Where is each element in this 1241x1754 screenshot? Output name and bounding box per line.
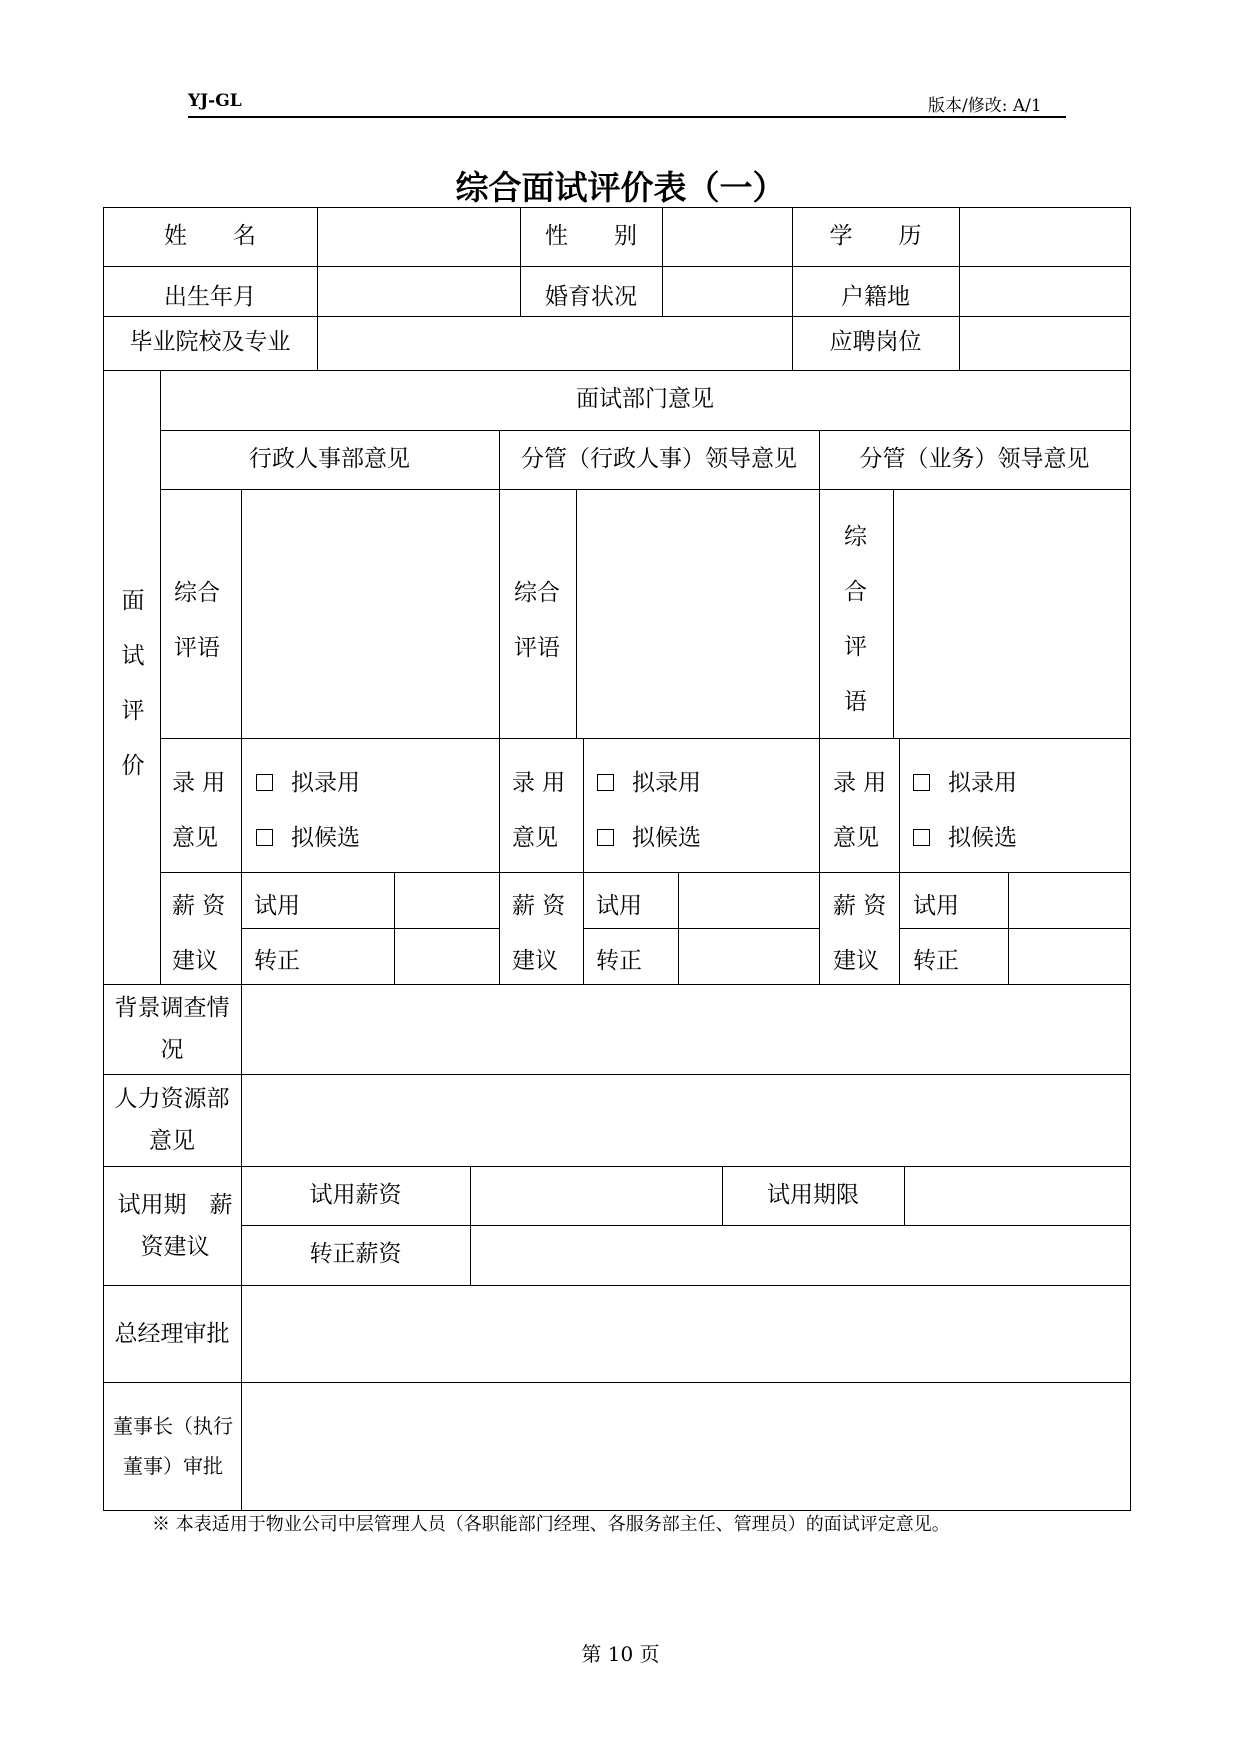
hire-options	[913, 756, 1017, 866]
option-candidate[interactable]: 拟候选	[913, 811, 1017, 866]
trial-salary-label: 试用薪资	[309, 1181, 402, 1208]
hire-opinion-label: 录 用 意见	[172, 770, 226, 851]
name-field[interactable]	[317, 207, 520, 266]
regular-salary-label: 转正薪资	[309, 1241, 402, 1268]
gender-label: 性 别	[545, 222, 637, 249]
trial-salary-field[interactable]	[679, 873, 818, 927]
salary-row-labels: 试用 转正	[913, 893, 959, 974]
gm-approval-field[interactable]	[242, 1286, 1129, 1381]
hire-opinion-label: 录 用 意见	[512, 770, 566, 851]
regular-salary-value[interactable]	[471, 1226, 1129, 1284]
domicile-field[interactable]	[959, 266, 1130, 316]
hire-options	[256, 756, 360, 866]
footnote: ※ 本表适用于物业公司中层管理人员（各职能部门经理、各服务部主任、管理员）的面试评定意见。	[152, 1514, 950, 1535]
salary-row-labels: 试用 转正	[596, 893, 642, 974]
interview-eval-label: 面 试 评 价	[121, 588, 145, 779]
trial-salary-field[interactable]	[395, 873, 498, 927]
hire-opinion-label: 录 用 意见	[833, 770, 887, 851]
col-header-admin-leader: 分管（行政人事）领导意见	[521, 445, 797, 472]
regular-salary-field[interactable]	[679, 929, 818, 983]
option-hire[interactable]: 拟录用	[913, 756, 1017, 811]
domicile-label: 户籍地	[841, 284, 910, 311]
position-label: 应聘岗位	[829, 329, 922, 356]
gm-approval-label: 总经理审批	[114, 1320, 230, 1347]
hr-opinion-label: 人力资源部意见	[114, 1086, 230, 1154]
salary-row-labels: 试用 转正	[254, 893, 300, 974]
salary-suggest-label: 薪 资 建议	[833, 893, 887, 974]
header-rule	[188, 116, 1066, 118]
position-field[interactable]	[959, 316, 1130, 370]
probation-salary-label: 试用期 薪资建议	[117, 1191, 233, 1260]
trial-period-label: 试用期限	[767, 1181, 859, 1208]
education-field[interactable]	[959, 207, 1130, 266]
chairman-approval-label: 董事长（执行董事）审批	[113, 1414, 233, 1478]
comment-label: 综 合 评 语	[844, 524, 867, 715]
trial-salary-value[interactable]	[471, 1167, 721, 1224]
hr-opinion-field[interactable]	[242, 1075, 1129, 1165]
chairman-approval-field[interactable]	[242, 1383, 1129, 1509]
version-label: 版本/修改: A/1	[928, 96, 1042, 116]
checkbox[interactable]	[913, 829, 930, 846]
checkbox[interactable]	[913, 774, 930, 791]
form-title: 综合面试评价表（一）	[455, 168, 786, 207]
salary-suggest-label: 薪 资 建议	[512, 893, 566, 974]
dept-opinion-heading: 面试部门意见	[576, 386, 714, 413]
trial-salary-field[interactable]	[1009, 873, 1129, 927]
trial-period-value[interactable]	[905, 1167, 1129, 1224]
birth-field[interactable]	[317, 266, 520, 316]
comment-field[interactable]	[242, 490, 498, 737]
page-number: 第 10 页	[581, 1642, 660, 1666]
education-label: 学 历	[829, 222, 922, 249]
regular-salary-field[interactable]	[1009, 929, 1129, 983]
comment-label: 综合 评语	[514, 580, 560, 661]
comment-label: 综合 评语	[174, 580, 220, 661]
gender-field[interactable]	[662, 207, 792, 266]
hire-options	[597, 756, 701, 866]
checkbox[interactable]	[597, 829, 614, 846]
comment-field[interactable]	[577, 490, 818, 737]
name-label: 姓 名	[164, 222, 256, 249]
option-hire[interactable]: 拟录用	[256, 756, 360, 811]
birth-label: 出生年月	[164, 284, 256, 311]
background-check-field[interactable]	[242, 985, 1129, 1073]
col-header-admin-hr: 行政人事部意见	[249, 445, 410, 472]
school-field[interactable]	[317, 316, 792, 370]
marital-label: 婚育状况	[545, 284, 637, 311]
comment-field[interactable]	[894, 490, 1130, 737]
salary-suggest-label: 薪 资 建议	[172, 893, 226, 974]
option-hire[interactable]: 拟录用	[597, 756, 701, 811]
checkbox[interactable]	[256, 829, 273, 846]
checkbox[interactable]	[597, 774, 614, 791]
background-check-label: 背景调查情况	[114, 995, 230, 1063]
marital-field[interactable]	[662, 266, 792, 316]
checkbox[interactable]	[256, 774, 273, 791]
school-label: 毕业院校及专业	[129, 329, 291, 356]
option-candidate[interactable]: 拟候选	[597, 811, 701, 866]
option-candidate[interactable]: 拟候选	[256, 811, 360, 866]
col-header-business-leader: 分管（业务）领导意见	[859, 445, 1090, 472]
doc-code: YJ-GL	[188, 91, 242, 111]
regular-salary-field[interactable]	[395, 929, 498, 983]
